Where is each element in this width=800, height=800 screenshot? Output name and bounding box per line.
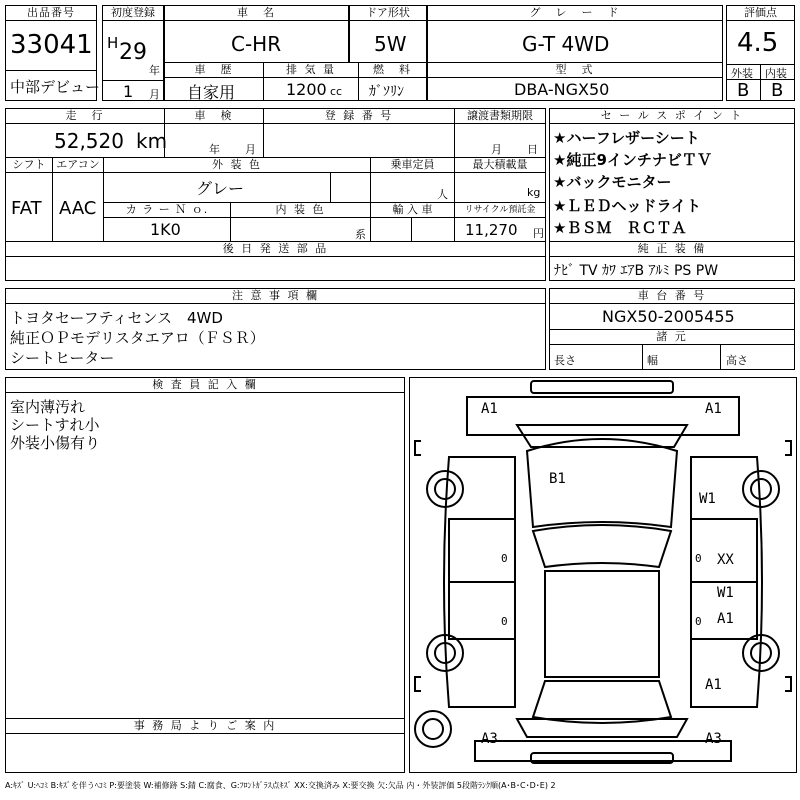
import-header: 輸 入 車 — [371, 203, 454, 218]
inspection-year-unit: 年 — [209, 143, 220, 156]
dimensions-height: 高さ — [726, 354, 748, 367]
notes-line-2: 純正ＯＰモデリスタエアロ（ＦＳＲ） — [10, 329, 265, 347]
aircon-value: AAC — [59, 198, 97, 219]
chassis-box — [549, 288, 795, 330]
notes-header: 注 意 事 項 欄 — [6, 289, 545, 304]
score-box — [726, 5, 795, 101]
genuine-equipment-header: 純 正 装 備 — [550, 242, 794, 257]
car-outline-icon — [409, 377, 797, 773]
exterior-color-value: グレー — [196, 179, 245, 198]
score-ext: B — [737, 80, 750, 101]
inspection-month-unit: 月 — [245, 143, 256, 156]
mark-right-rear-door-1: W1 — [717, 585, 734, 601]
history-header: 車 歴 — [165, 63, 263, 78]
mark-front-left: A1 — [481, 401, 498, 417]
score-ext-header: 外装 — [731, 67, 753, 80]
transfer-month-unit: 月 — [491, 143, 502, 156]
first-reg-box — [102, 5, 164, 101]
history-box — [164, 62, 264, 101]
dimensions-header: 諸 元 — [550, 330, 794, 345]
sales-points-header: セ ー ル ス ポ イ ン ト — [550, 109, 794, 124]
first-reg-month-unit: 月 — [149, 88, 160, 101]
lot-number: 33041 — [10, 30, 93, 60]
recycle-box — [454, 202, 546, 242]
exterior-color-box — [103, 157, 371, 203]
dimensions-box — [549, 329, 795, 370]
score-value: 4.5 — [737, 28, 779, 58]
car-diagram — [409, 377, 797, 773]
fuel-value: ｶﾞｿﾘﾝ — [369, 84, 404, 100]
doors-box — [349, 5, 427, 63]
interior-color-unit: 系 — [355, 228, 366, 241]
capacity-box — [370, 157, 455, 203]
transfer-day-unit: 日 — [527, 143, 538, 156]
car-name-box — [164, 5, 349, 63]
mileage-unit: km — [136, 129, 168, 153]
genuine-equipment-box — [549, 241, 795, 281]
car-name-header: 車 名 — [165, 6, 348, 21]
reg-number-box — [263, 108, 455, 158]
color-no-value: 1K0 — [150, 220, 181, 239]
notes-line-3: シートヒーター — [10, 349, 115, 367]
first-reg-era: H — [107, 34, 119, 52]
mark-door-right-1: 0 — [695, 552, 702, 565]
inspector-line-3: 外装小傷有り — [10, 434, 101, 452]
car-name-value: C-HR — [231, 32, 282, 56]
aircon-header: エアコン — [53, 158, 103, 173]
displacement-unit: cc — [330, 85, 343, 98]
capacity-unit: 人 — [437, 188, 448, 201]
interior-color-box — [230, 202, 371, 242]
mark-hood: B1 — [549, 471, 566, 487]
sales-point-2: ★純正9インチナビＴＶ — [553, 151, 712, 169]
office-box — [5, 718, 405, 773]
office-header: 事 務 局 よ り ご 案 内 — [6, 719, 404, 734]
legend: A:ｷｽﾞ U:ﾍｺﾐ B:ｷｽﾞを伴うﾍｺﾐ P:要塗装 W:補修跡 S:錆 C:腐食、G:ﾌﾛﾝﾄｶﾞﾗｽ点ｷｽﾞ XX:交換済み X:要交換 欠:欠品 内・外装評価 5段階ﾗﾝｸ順(A･B･C･D･E) 2 — [5, 781, 556, 790]
notes-box — [5, 288, 546, 370]
mileage-box — [5, 108, 168, 158]
inspection-box — [164, 108, 264, 158]
load-box — [454, 157, 546, 203]
load-header: 最大積載量 — [455, 158, 545, 173]
doors-value: 5W — [374, 32, 407, 56]
mark-rear-right: A3 — [705, 731, 722, 747]
color-no-box — [103, 202, 231, 242]
sales-points-box — [549, 108, 795, 242]
mark-right-fender: W1 — [699, 491, 716, 507]
chassis-header: 車 台 番 号 — [550, 289, 794, 304]
inspection-header: 車 検 — [165, 109, 263, 124]
lot-box — [5, 5, 101, 101]
mark-door-left-1: 0 — [501, 552, 508, 565]
mark-right-front-door: XX — [717, 552, 734, 568]
sales-point-4: ★ＬＥＤヘッドライト — [553, 197, 701, 215]
dimensions-length: 長さ — [554, 354, 576, 367]
recycle-unit: 円 — [533, 227, 544, 240]
displacement-header: 排 気 量 — [264, 63, 358, 78]
grade-header: グ レ ー ド — [428, 6, 722, 21]
capacity-header: 乗車定員 — [371, 158, 454, 173]
mileage-header: 走 行 — [6, 109, 164, 124]
interior-color-header: 内 装 色 — [231, 203, 370, 218]
genuine-equipment-value: ﾅﾋﾞ TV ｶﾜ ｴｱB ｱﾙﾐ PS PW — [554, 263, 719, 279]
sales-point-5: ★ＢＳＭ ＲＣＴＡ — [553, 219, 687, 237]
mark-front-right: A1 — [705, 401, 722, 417]
shift-header: シフト — [6, 158, 52, 173]
mark-door-left-2: 0 — [501, 615, 508, 628]
first-reg-year-unit: 年 — [149, 64, 160, 77]
later-parts-header: 後 日 発 送 部 品 — [6, 242, 545, 257]
color-no-header: カ ラ ー Ｎ ｏ. — [104, 203, 230, 218]
inspector-header: 検 査 員 記 入 欄 — [6, 378, 404, 393]
mark-right-rear-door-2: A1 — [717, 611, 734, 627]
exterior-color-header: 外 装 色 — [104, 158, 370, 173]
notes-line-1: トヨタセーフティセンス 4WD — [10, 309, 223, 327]
reg-number-header: 登 録 番 号 — [264, 109, 454, 124]
aircon-box — [52, 157, 104, 242]
model-header: 型 式 — [428, 63, 722, 78]
score-int-header: 内装 — [765, 67, 787, 80]
first-reg-month: 1 — [123, 82, 134, 101]
shift-value: FAT — [11, 198, 42, 219]
mark-right-rear: A1 — [705, 677, 722, 693]
recycle-header: リサイクル預託金 — [455, 203, 545, 218]
inspector-line-1: 室内薄汚れ — [10, 398, 86, 416]
displacement-box — [263, 62, 359, 101]
fuel-box — [358, 62, 427, 101]
mileage-value: 52,520 — [54, 129, 124, 153]
inspector-box — [5, 377, 405, 719]
history-value: 自家用 — [187, 83, 236, 102]
grade-box — [427, 5, 723, 63]
model-value: DBA-NGX50 — [514, 80, 610, 99]
later-parts-box — [5, 241, 546, 281]
transfer-header: 譲渡書類期限 — [455, 109, 545, 124]
first-reg-year: 29 — [119, 40, 147, 65]
displacement-value: 1200 — [286, 80, 327, 99]
mark-door-right-2: 0 — [695, 615, 702, 628]
import-box — [370, 202, 455, 242]
model-box — [427, 62, 723, 101]
sales-point-3: ★バックモニター — [553, 173, 672, 191]
grade-value: G-T 4WD — [522, 32, 610, 56]
load-unit: kg — [527, 186, 541, 199]
doors-header: ドア形状 — [350, 6, 426, 21]
sales-point-1: ★ハーフレザーシート — [553, 129, 700, 147]
lot-header: 出品番号 — [6, 6, 96, 21]
mark-rear-left: A3 — [481, 731, 498, 747]
first-reg-header: 初度登録 — [103, 6, 163, 21]
inspector-line-2: シートすれ小 — [10, 416, 100, 434]
score-int: B — [771, 80, 784, 101]
score-header: 評価点 — [727, 6, 794, 21]
lot-note: 中部デビュー — [10, 78, 101, 96]
shift-box — [5, 157, 53, 242]
transfer-box — [454, 108, 546, 158]
recycle-value: 11,270 — [465, 221, 518, 239]
chassis-value: NGX50-2005455 — [602, 307, 735, 326]
fuel-header: 燃 料 — [359, 63, 426, 78]
dimensions-width: 幅 — [647, 354, 658, 367]
